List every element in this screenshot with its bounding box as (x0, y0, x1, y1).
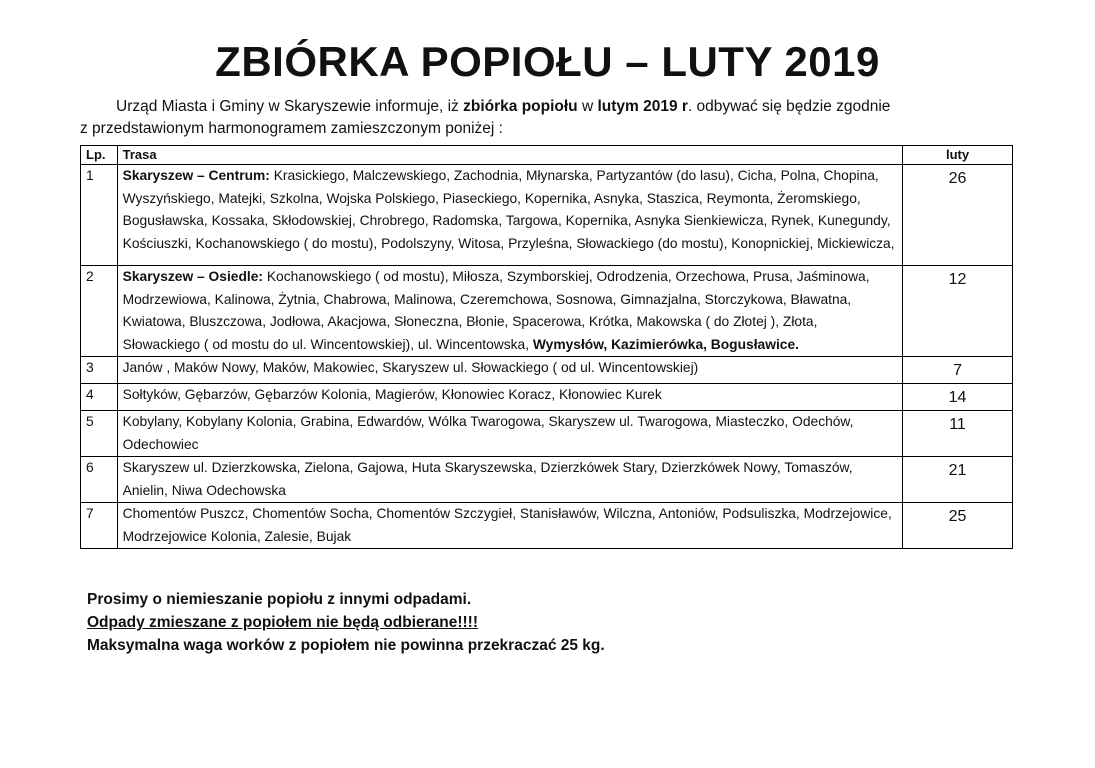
route-cell (117, 457, 902, 503)
row-number: 1 (81, 165, 118, 266)
collection-day: 25 (903, 503, 1013, 549)
route-streets: Krasickiego, Malczewskiego, Zachodnia, Młynarska, Partyzantów (do lasu), Cicha, Polna, Chopina, Wyszyńskiego, Matejki, Szkolna, Wojska Polskiego, Piaseckiego, Kopernika, Asnyka, Staszica, Reymonta, Żeromskiego, Bogusławska, Kossaka, Skłodowskiej, Chrobrego, Radomska, Targowa, Kopernika, Asnyka Sienkiewicza, Rynek, Kunegundy, Kościuszki, Kochanowskiego ( do mostu), Podolszyny, Witosa, Przyleśna, Słowackiego (do mostu), Konopnickiej, Mickiewicza, (122, 168, 895, 251)
page-title: ZBIÓRKA POPIOŁU – LUTY 2019 (215, 38, 880, 85)
intro-bold-2: lutym 2019 r (597, 98, 688, 115)
route-streets: Skaryszew ul. Dzierzkowska, Zielona, Gajowa, Huta Skaryszewska, Dzierzkówek Stary, Dzierzkówek Nowy, Tomaszów, Anielin, Niwa Odechowska (122, 460, 853, 498)
collection-day: 7 (903, 357, 1013, 384)
route-streets: Janów , Maków Nowy, Maków, Makowiec, Skaryszew ul. Słowackiego ( od ul. Wincentowskiej) (122, 360, 699, 375)
intro-line-1 (80, 96, 1014, 118)
route-cell (117, 165, 902, 266)
intro-text-2: w (577, 98, 598, 115)
table-header-row (81, 146, 1013, 165)
header-luty: luty (903, 146, 1013, 165)
route-streets: Chomentów Puszcz, Chomentów Socha, Chomentów Szczygieł, Stanisławów, Wilczna, Antoniów, Podsuliszka, Modrzejowice, Modrzejowice Kolonia, Zalesie, Bujak (122, 506, 892, 544)
note-max-weight: Maksymalna waga worków z popiołem nie powinna przekraczać 25 kg. (87, 637, 605, 654)
row-number: 5 (81, 411, 118, 457)
table-row (81, 165, 1013, 266)
row-number: 6 (81, 457, 118, 503)
note-not-collected: Odpady zmieszane z popiołem nie będą odbierane!!!! (87, 614, 479, 631)
intro-text-3: . odbywać się będzie zgodnie (687, 98, 891, 115)
header-trasa: Trasa (117, 146, 902, 165)
collection-day: 11 (903, 411, 1013, 457)
collection-day: 12 (903, 266, 1013, 357)
row-number: 7 (81, 503, 118, 549)
route-cell (117, 357, 902, 384)
intro-paragraph (80, 96, 1014, 140)
table-row (81, 266, 1013, 357)
route-streets: Sołtyków, Gębarzów, Gębarzów Kolonia, Magierów, Kłonowiec Koracz, Kłonowiec Kurek (122, 387, 662, 402)
route-streets: Kobylany, Kobylany Kolonia, Grabina, Edwardów, Wólka Twarogowa, Skaryszew ul. Twarogowa, Miasteczko, Odechów, Odechowiec (122, 414, 854, 452)
intro-text-1: Urząd Miasta i Gminy w Skaryszewie informuje, iż (116, 98, 464, 115)
route-cell (117, 384, 902, 411)
collection-day: 26 (903, 165, 1013, 266)
table-row (81, 384, 1013, 411)
intro-bold-1: zbiórka popiołu (463, 98, 578, 115)
table-row (81, 357, 1013, 384)
route-cell (117, 503, 902, 549)
route-streets-bold: Wymysłów, Kazimierówka, Bogusławice. (532, 336, 799, 352)
row-number: 2 (81, 266, 118, 357)
route-name: Skaryszew – Centrum: (122, 168, 270, 183)
table-row (81, 457, 1013, 503)
collection-day: 21 (903, 457, 1013, 503)
note-no-mixing: Prosimy o niemieszanie popiołu z innymi odpadami. (87, 591, 472, 608)
table-row (81, 503, 1013, 549)
route-name: Skaryszew – Osiedle: (122, 269, 263, 284)
schedule-table (80, 145, 1013, 549)
route-cell (117, 266, 902, 357)
row-number: 3 (81, 357, 118, 384)
notes (87, 588, 605, 657)
row-number: 4 (81, 384, 118, 411)
route-streets: Kochanowskiego ( od mostu), Miłosza, Szymborskiej, Odrodzenia, Orzechowa, Prusa, Jaśminowa, Modrzewiowa, Kalinowa, Żytnia, Chabrowa, Malinowa, Czeremchowa, Sosnowa, Gimnazjalna, Storczykowa, Bławatna, Kwiatowa, Bluszczowa, Jodłowa, Akacjowa, Słoneczna, Błonie, Spacerowa, Krótka, Makowska ( do Złotej ), Złota, Słowackiego ( od mostu do ul. Wincentowskiej), ul. Wincentowska, (122, 269, 870, 352)
route-cell (117, 411, 902, 457)
intro-line-2: z przedstawionym harmonogramem zamieszczonym poniżej : (80, 120, 503, 137)
collection-day: 14 (903, 384, 1013, 411)
header-lp: Lp. (81, 146, 118, 165)
table-row (81, 411, 1013, 457)
